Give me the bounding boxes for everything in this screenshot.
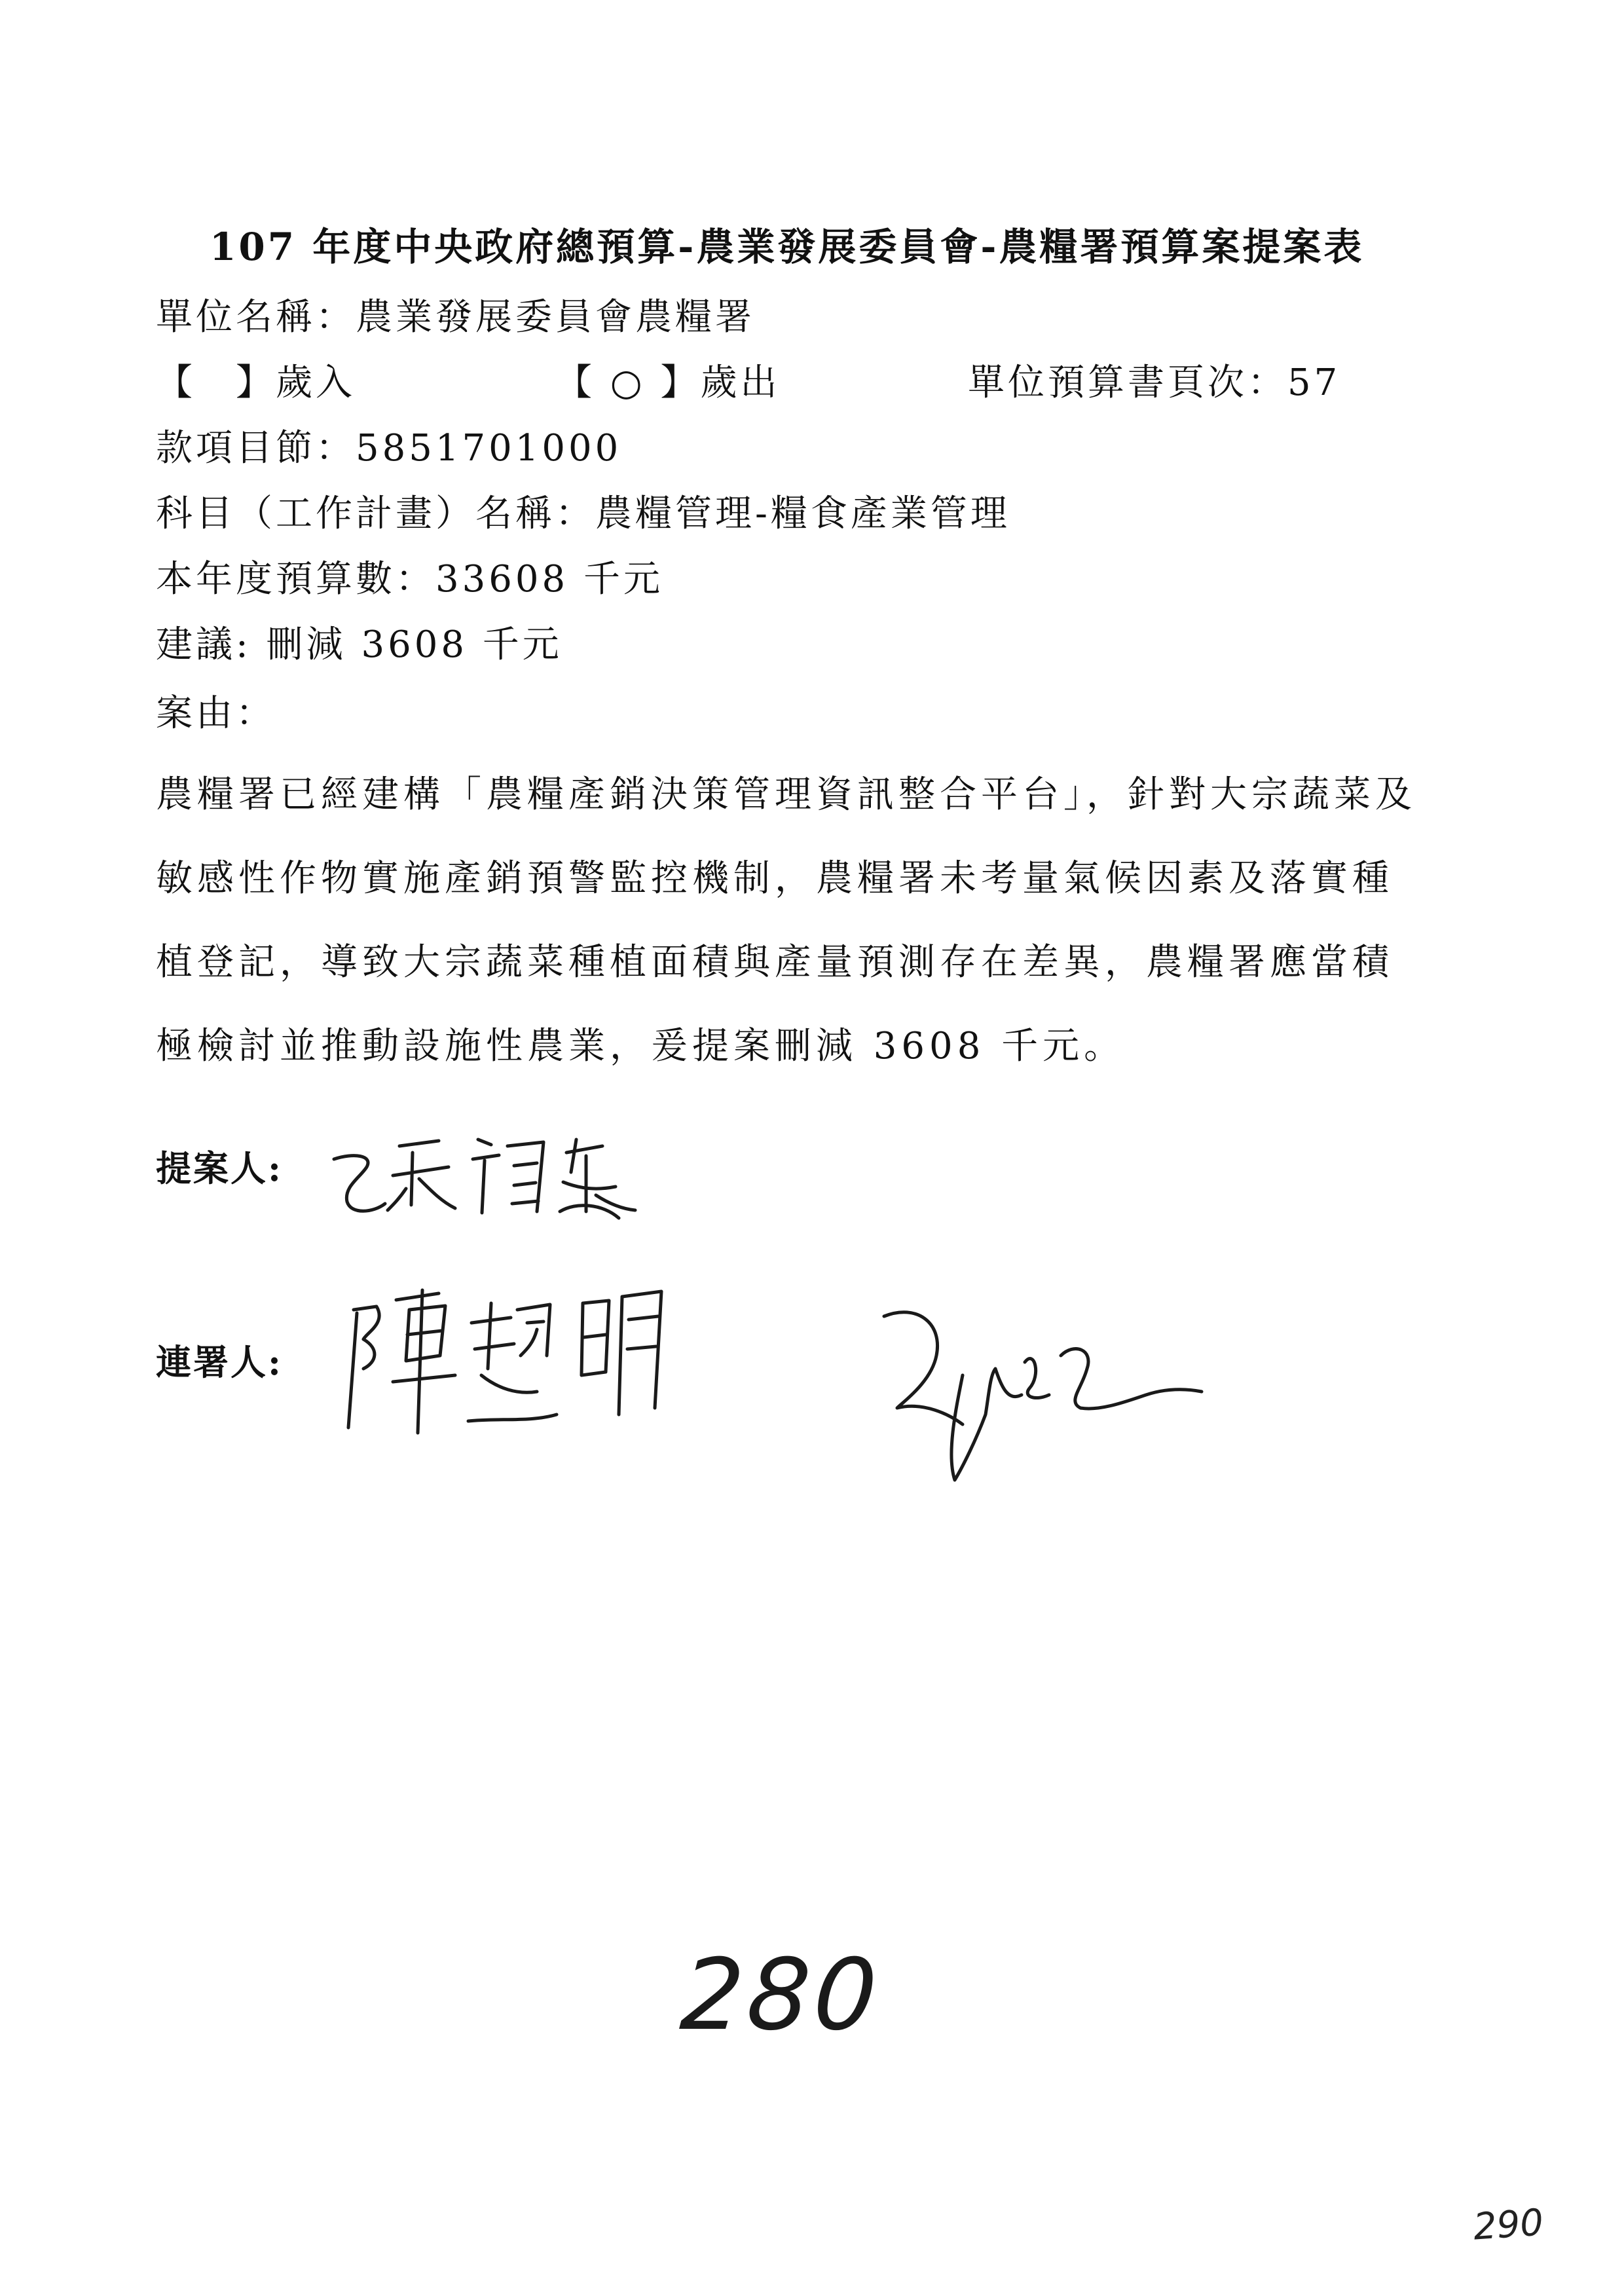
cosigner-label: 連署人:	[156, 1341, 283, 1383]
budget-page-reference: 單位預算書頁次：57	[968, 361, 1341, 404]
document-title: 107 年度中央政府總預算-農業發展委員會-農糧署預算案提案表	[210, 225, 1365, 269]
unit-name: 單位名稱：農業發展委員會農糧署	[156, 296, 755, 339]
reason-line: 極檢討並推動設施性農業，爰提案刪減 3608 千元。	[156, 1025, 1126, 1067]
suggestion: 建議: 刪減 3608 千元	[156, 623, 563, 666]
reason-line: 植登記，導致大宗蔬菜種植面積與產量預測存在差異，農糧署應當積	[156, 941, 1393, 984]
handwritten-page-number: 280	[676, 1938, 885, 2052]
expenditure-flag: 【 ○ 】歲出	[555, 361, 781, 404]
current-budget: 本年度預算數：33608 千元	[156, 558, 663, 601]
reason-line: 敏感性作物實施產銷預警監控機制，農糧署未考量氣候因素及落實種	[156, 857, 1393, 900]
cosigner-signature-2	[877, 1297, 1218, 1493]
reason-body	[156, 753, 1492, 1088]
item-code: 款項目節：5851701000	[156, 427, 622, 470]
proposer-signature	[327, 1126, 694, 1231]
corner-page-number: 290	[1471, 2201, 1545, 2249]
proposer-label: 提案人:	[156, 1147, 283, 1189]
revenue-flag: 【 】歲入	[156, 361, 356, 404]
reason-label: 案由：	[156, 692, 276, 735]
subject-name: 科目（工作計畫）名稱：農糧管理-糧食產業管理	[156, 492, 1010, 535]
reason-line: 農糧署已經建構「農糧產銷決策管理資訊整合平台」，針對大宗蔬菜及	[156, 773, 1416, 816]
cosigner-signature-1	[341, 1284, 707, 1441]
